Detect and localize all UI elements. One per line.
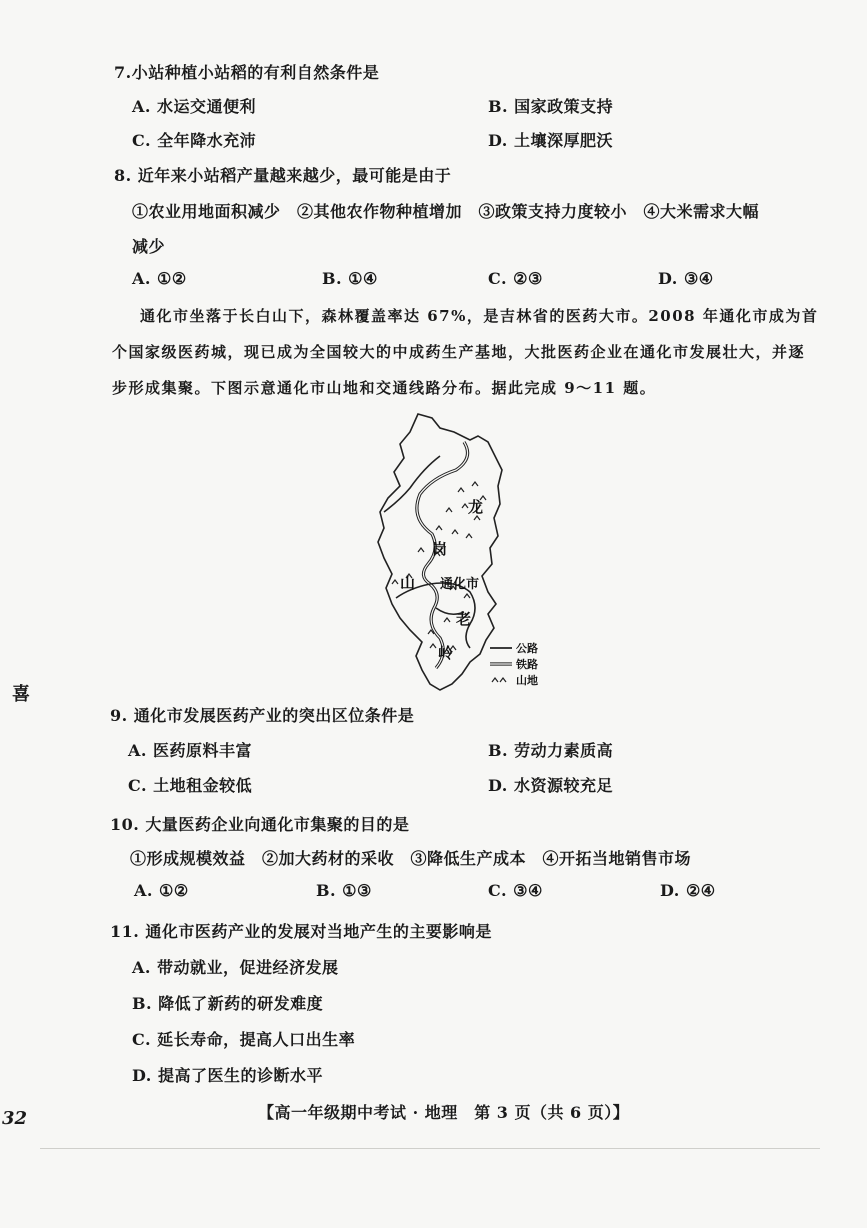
q9-option-c: C. 土地租金较低 — [128, 776, 253, 795]
q9-option-a: A. 医药原料丰富 — [128, 741, 253, 760]
question-10-stem: 10. 大量医药企业向通化市集聚的目的是 — [110, 815, 410, 834]
question-8-stem: 8. 近年来小站稻产量越来越少，最可能是由于 — [114, 166, 452, 185]
passage-line-1: 通化市坐落于长白山下，森林覆盖率达 67%，是吉林省的医药大市。2008 年通化市成为首 — [140, 307, 819, 325]
question-7-stem: 7.小站种植小站稻的有利自然条件是 — [114, 63, 380, 82]
q8-statements-line2: 减少 — [132, 237, 166, 256]
q7-option-d: D. 土壤深厚肥沃 — [488, 131, 613, 150]
q8-option-c: C. ②③ — [488, 269, 543, 288]
q10-option-b: B. ①③ — [316, 881, 372, 900]
q8-option-b: B. ①④ — [322, 269, 378, 288]
legend-mountain-label: 山地 — [516, 674, 538, 687]
mountain-char-long: 龙 — [468, 498, 484, 516]
q9-option-b: B. 劳动力素质高 — [488, 741, 614, 760]
q10-option-a: A. ①② — [134, 881, 189, 900]
q11-option-d: D. 提高了医生的诊断水平 — [132, 1066, 323, 1085]
margin-mark: 喜 — [12, 684, 30, 705]
page-footer: 【高一年级期中考试 · 地理 第 3 页（共 6 页）】 — [258, 1103, 630, 1122]
passage-line-3: 步形成集聚。下图示意通化市山地和交通线路分布。据此完成 9～11 题。 — [112, 379, 657, 397]
legend-railway-label: 铁路 — [516, 658, 538, 671]
q7-option-c: C. 全年降水充沛 — [132, 131, 257, 150]
q7-option-a: A. 水运交通便利 — [132, 97, 257, 116]
question-9-stem: 9. 通化市发展医药产业的突出区位条件是 — [110, 706, 415, 725]
legend-mountain-symbol — [492, 678, 506, 682]
q11-option-c: C. 延长寿命，提高人口出生率 — [132, 1030, 356, 1049]
q8-option-d: D. ③④ — [658, 269, 714, 288]
q8-statements-line1: ①农业用地面积减少 ②其他农作物种植增加 ③政策支持力度较小 ④大米需求大幅 — [132, 202, 760, 221]
mountain-char-lao: 老 — [456, 610, 472, 628]
q11-option-a: A. 带动就业，促进经济发展 — [132, 958, 339, 977]
city-label-tonghua: 通化市 — [440, 577, 480, 592]
mountain-char-shan: 山 — [400, 574, 416, 592]
q8-option-a: A. ①② — [132, 269, 187, 288]
question-11-stem: 11. 通化市医药产业的发展对当地产生的主要影响是 — [110, 922, 492, 941]
q9-option-d: D. 水资源较充足 — [488, 776, 613, 795]
page-code: 32 — [2, 1108, 28, 1129]
q10-option-c: C. ③④ — [488, 881, 543, 900]
mountain-char-ling: 岭 — [438, 644, 454, 662]
q10-option-d: D. ②④ — [660, 881, 716, 900]
passage-line-2: 个国家级医药城，现已成为全国较大的中成药生产基地，大批医药企业在通化市发展壮大，并逐 — [112, 343, 806, 361]
q10-statements: ①形成规模效益 ②加大药材的采收 ③降低生产成本 ④开拓当地销售市场 — [130, 849, 692, 868]
bottom-scan-line — [40, 1148, 820, 1149]
mountain-char-gang: 岗 — [432, 540, 448, 558]
map-legend — [490, 641, 538, 687]
legend-road-label: 公路 — [516, 642, 538, 655]
q11-option-b: B. 降低了新药的研发难度 — [132, 994, 324, 1013]
q7-option-b: B. 国家政策支持 — [488, 97, 614, 116]
tonghua-map — [370, 408, 570, 698]
